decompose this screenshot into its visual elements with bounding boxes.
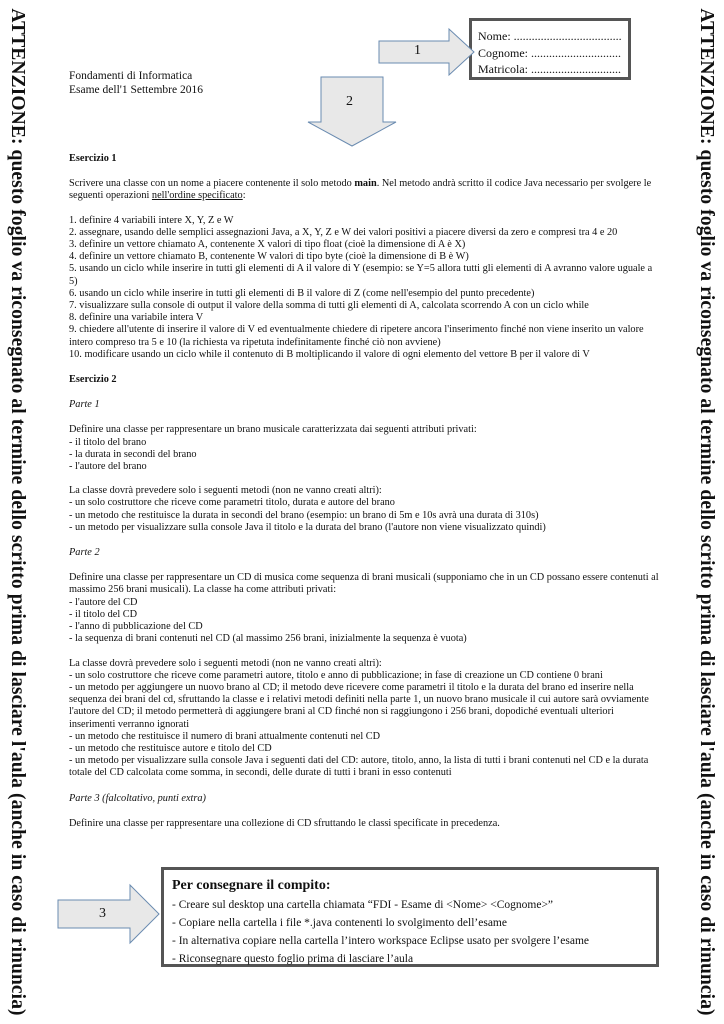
exercise-2-title: Esercizio 2 — [69, 374, 117, 386]
ex1-item: 9. chiedere all'utente di inserire il valore di V ed eventualmente chiedere di ripetere ancora l'inserimento finché non viene inserito un valore intero compreso tra 5 e 10 (la richiesta va ripetuta indefinitamente finché ciò non avviene) — [69, 324, 644, 348]
ex1-item: 10. modificare usando un ciclo while il contenuto di B moltiplicando il valore di ogni elemento del vettore B per il valore di V — [69, 348, 590, 360]
exercise-1-title: Esercizio 1 — [69, 153, 117, 164]
part-2-intro: Definire una classe per rappresentare un CD di musica come sequenza di brani musicali (supponiamo che in un CD possano essere contenuti al massimo 256 brani musicali). La classe ha come attributi privati: — [69, 572, 659, 596]
part-2-method: - un metodo che restituisce il numero di brani attualmente contenuti nel CD — [69, 730, 381, 742]
ex1-item: 5. usando un ciclo while inserire in tutti gli elementi di A il valore di Y (esempio: se Y=5 allora tutti gli elementi di A avranno valore uguale a 5) — [69, 263, 653, 287]
delivery-item: - Riconsegnare questo foglio prima di lasciare l’aula — [172, 953, 414, 965]
student-info-box — [469, 18, 631, 80]
part-1-attr: - la durata in secondi del brano — [69, 448, 197, 460]
part-2-attr: - l'anno di pubblicazione del CD — [69, 621, 203, 633]
part-2-method: - un metodo per visualizzare sulla console Java i seguenti dati del CD: autore, titolo, anno, la lista di tutti i brani contenuti nel CD e la durata totale del CD calcolata come somma, in secondi, delle durate di tutti i brani in esso contenuti — [69, 755, 649, 779]
matricola-field[interactable]: Matricola: .............................. — [478, 62, 621, 76]
cognome-field[interactable]: Cognome: .............................. — [478, 45, 621, 60]
arrow-3-label: 3 — [99, 906, 106, 921]
side-banner-right: ATTENZIONE: questo foglio va riconsegnato al termine dello scritto prima di lasciare l'aula (anche in caso di rinuncia) — [696, 8, 717, 1016]
delivery-item: - Copiare nella cartella i file *.java contenenti lo svolgimento dell’esame — [172, 917, 507, 929]
side-banner-left: ATTENZIONE: questo foglio va riconsegnato al termine dello scritto prima di lasciare l'aula (anche in caso di rinuncia) — [7, 8, 28, 1016]
part-2-method: - un metodo per aggiungere un nuovo brano al CD; il metodo deve ricevere come parametri il titolo e la durata del brano ed inserire nella sequenza dei brani del cd, sfruttando la classe e i relativi metodi definiti nella parte 1, un nuovo brano musicale il cui autore sarà ovviamente l'autore del CD; il metodo permetterà di aggiungere brani al CD finché non si raggiungono i 256 brani, dopodiché eventuali ulteriori inserimenti verranno ignorati — [69, 681, 649, 730]
delivery-item: - Creare sul desktop una cartella chiamata “FDI - Esame di <Nome> <Cognome>” — [172, 899, 554, 911]
arrow-2-label: 2 — [346, 94, 353, 109]
exam-date: Esame dell'1 Settembre 2016 — [69, 84, 203, 96]
part-1-attr: - il titolo del brano — [69, 436, 147, 448]
part-2-methods-intro: La classe dovrà prevedere solo i seguenti metodi (non ne vanno creati altri): — [69, 657, 382, 669]
course-title: Fondamenti di Informatica — [69, 70, 193, 82]
ex1-item: 1. definire 4 variabili intere X, Y, Z e W — [69, 214, 234, 226]
part-1-attr: - l'autore del brano — [69, 461, 147, 473]
arrow-1-label: 1 — [414, 43, 421, 58]
part-2-attr: - la sequenza di brani contenuti nel CD (al massimo 256 brani, inizialmente la sequenza è vuota) — [69, 633, 467, 645]
delivery-instructions-box — [161, 867, 659, 967]
nome-field[interactable]: Nome: .................................... — [478, 29, 622, 43]
part-1-method: - un metodo che restituisce la durata in secondi del brano (esempio: un brano di 5m e 10s avrà una durata di 310s) — [69, 509, 539, 521]
arrow-1-icon — [379, 28, 475, 76]
ex1-item: 2. assegnare, usando delle semplici assegnazioni Java, a X, Y, Z e W dei valori positivi a piacere diversi da zero e compresi tra 4 e 20 — [69, 226, 618, 238]
ex1-item: 7. visualizzare sulla console di output il valore della somma di tutti gli elementi di A, calcolata scorrendo A con un ciclo while — [69, 300, 589, 312]
part-2-method: - un metodo che restituisce autore e titolo del CD — [69, 742, 272, 754]
ex1-item: 6. usando un ciclo while inserire in tutti gli elementi di B il valore di Z (come nell'esempio del punto precedente) — [69, 287, 535, 299]
delivery-item: - In alternativa copiare nella cartella l’intero workspace Eclipse usato per svolgere l’esame — [172, 935, 589, 947]
ex1-item: 3. definire un vettore chiamato A, contenente X valori di tipo float (cioè la dimensione di A è X) — [69, 239, 466, 251]
exercise-1-intro: Scrivere una classe con un nome a piacere contenente il solo metodo main. Nel metodo andrà scritto il codice Java necessario per svolgere le seguenti operazioni nell'ordine specificato: — [69, 178, 652, 202]
part-1-method: - un solo costruttore che riceve come parametri titolo, durata e autore del brano — [69, 497, 395, 509]
part-3-title: Parte 3 (falcoltativo, punti extra) — [69, 792, 206, 804]
exam-content — [69, 153, 659, 830]
part-2-attr: - l'autore del CD — [69, 596, 138, 608]
part-2-attr: - il titolo del CD — [69, 608, 138, 620]
part-1-intro: Definire una classe per rappresentare un brano musicale caratterizzata dai seguenti attributi privati: — [69, 424, 477, 436]
part-2-method: - un solo costruttore che riceve come parametri autore, titolo e anno di pubblicazione; in fase di creazione un CD contiene 0 brani — [69, 669, 603, 681]
ex1-item: 8. definire una variabile intera V — [69, 312, 204, 324]
part-3-text: Definire una classe per rappresentare una collezione di CD sfruttando le classi specificate in precedenza. — [69, 817, 500, 829]
ex1-item: 4. definire un vettore chiamato B, contenente W valori di tipo byte (cioè la dimensione di B è W) — [69, 251, 469, 263]
part-2-title: Parte 2 — [69, 547, 100, 559]
part-1-title: Parte 1 — [69, 399, 100, 411]
part-1-method: - un metodo per visualizzare sulla console Java il titolo e la durata del brano (l'autore non viene visualizzato quindi) — [69, 521, 546, 533]
document-header — [69, 69, 203, 97]
part-1-methods-intro: La classe dovrà prevedere solo i seguenti metodi (non ne vanno creati altri): — [69, 485, 382, 497]
delivery-title: Per consegnare il compito: — [172, 878, 331, 893]
arrow-3-icon — [58, 884, 160, 944]
arrow-2-icon — [307, 77, 397, 147]
